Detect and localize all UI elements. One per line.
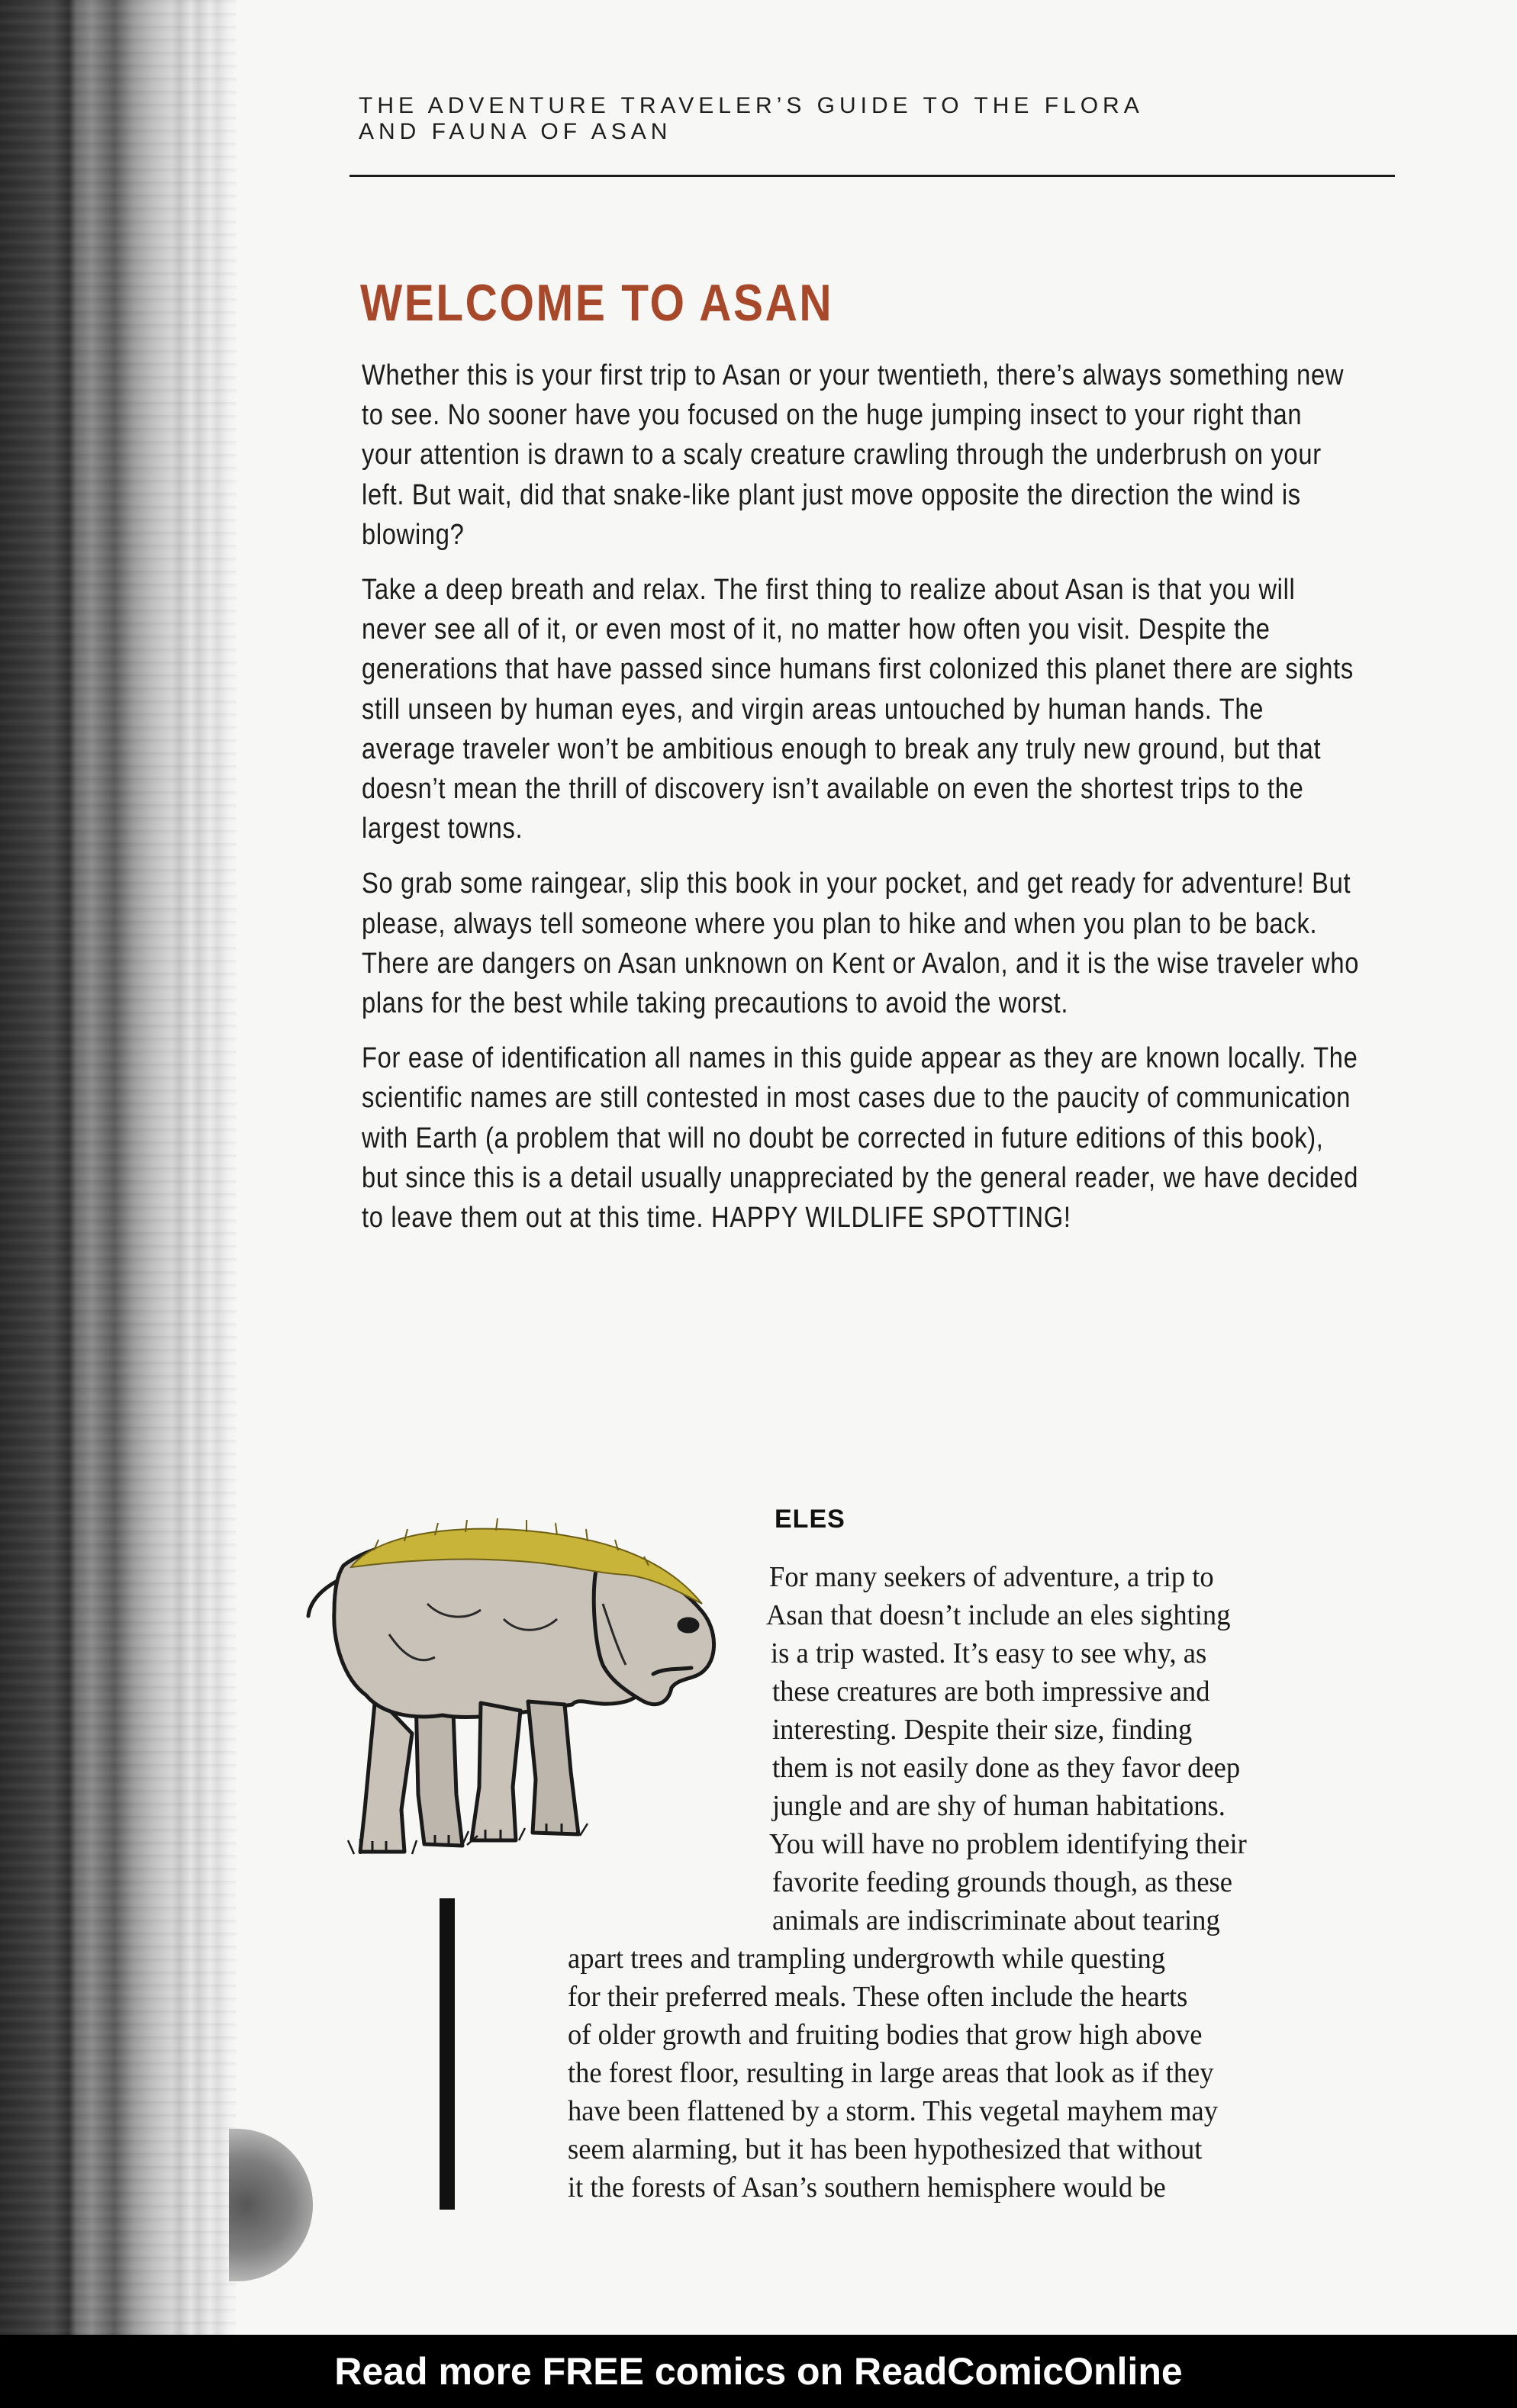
entry-line: it the forests of Asan’s southern hemisphere would be [568,2171,1166,2204]
intro-text [362,356,1361,1253]
entry-line: these creatures are both impressive and [772,1676,1210,1708]
eles-illustration [290,1505,733,1886]
binding-tab [229,2129,313,2281]
section-title: WELCOME TO ASAN [360,274,834,332]
entry-line: the forest floor, resulting in large areas that look as if they [568,2057,1214,2089]
entry-line: seem alarming, but it has been hypothesized that without [568,2133,1203,2165]
footer-link-text[interactable]: Read more FREE comics on ReadComicOnline [334,2350,1183,2393]
entry-line: is a trip wasted. It’s easy to see why, as [771,1637,1207,1669]
entry-line: of older growth and fruiting bodies that grow high above [568,2019,1203,2051]
running-head-line-1: THE ADVENTURE TRAVELER’S GUIDE TO THE FLORA [359,93,1144,118]
entry-line: have been flattened by a storm. This vegetal mayhem may [568,2095,1219,2127]
page-spine [0,0,237,2335]
entry-line: For many seekers of adventure, a trip to [769,1561,1214,1593]
entry-line: animals are indiscriminate about tearing [772,1904,1220,1936]
decorative-bar [440,1898,455,2210]
intro-paragraph: Take a deep breath and relax. The first thing to realize about Asan is that you will never see all of it, or even most of it, no matter how often you visit. Despite the generations that have passed since humans first colonized this planet there are sights still unseen by human eyes, and virgin areas untouched by human hands. The average traveler won’t be ambitious enough to break any truly new ground, but that doesn’t mean the thrill of discovery isn’t available on even the shortest trips to the largest towns. [362,574,1354,845]
intro-paragraph: Whether this is your first trip to Asan or your twentieth, there’s always something new to see. No sooner have you focused on the huge jumping insect to your right than your attention is drawn to a scaly creature crawling through the underbrush on your left. But wait, did that snake-like plant just move opposite the direction the wind is blowing? [362,359,1345,551]
entry-line: jungle and are shy of human habitations. [772,1790,1226,1822]
footer-banner[interactable] [0,2335,1517,2408]
running-head [359,93,1412,145]
running-head-line-2: AND FAUNA OF ASAN [359,119,672,144]
entry-line: interesting. Despite their size, finding [772,1714,1193,1746]
entry-line: favorite feeding grounds though, as these [772,1866,1233,1898]
header-rule [349,175,1395,177]
entry-heading: ELES [775,1505,845,1534]
entry-line: Asan that doesn’t include an eles sighting [766,1599,1231,1631]
entry-line: for their preferred meals. These often include the hearts [568,1981,1188,2013]
intro-paragraph: For ease of identification all names in this guide appear as they are known locally. The scientific names are still contested in most cases due to the paucity of communication with Earth (a problem that will no doubt be corrected in future editions of this book), but since this is a detail usually unappreciated by the general reader, we have decided to leave them out at this time. HAPPY WILDLIFE SPOTTING! [362,1042,1359,1235]
entry-line: apart trees and trampling undergrowth while questing [568,1943,1166,1975]
entry-line: You will have no problem identifying their [769,1828,1247,1860]
entry-line: them is not easily done as they favor deep [772,1752,1241,1784]
intro-paragraph: So grab some raingear, slip this book in your pocket, and get ready for adventure! But please, always tell someone where you plan to hike and when you plan to be back. There are dangers on Asan unknown on Kent or Avalon, and it is the wise traveler who plans for the best while taking precautions to avoid the worst. [362,868,1360,1020]
